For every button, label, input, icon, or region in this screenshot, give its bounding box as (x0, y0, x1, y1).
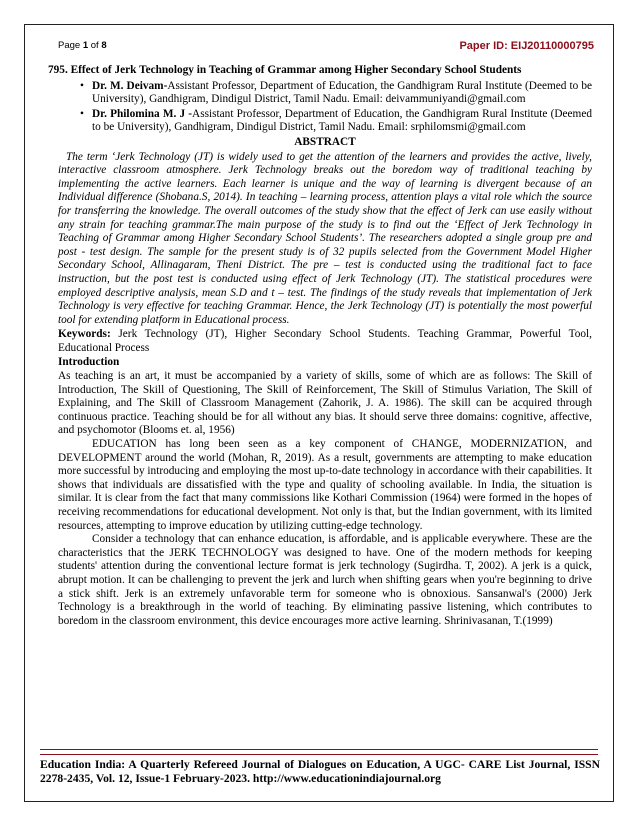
bullet-icon: • (80, 79, 84, 92)
author-details: Assistant Professor, Department of Education, the Gandhigram Rural Institute (Deemed to be University), Gandhigram, Dindigul District, Tamil Nadu. Email: deivammuniyandi@gmail.com (92, 79, 593, 106)
introduction-heading: Introduction (58, 356, 120, 369)
body-paragraph: EDUCATION has long been seen as a key component of CHANGE, MODERNIZATION, and DEVELOPMENT around the world (Mohan, R, 2019). As a result, governments are attempting to make education more successful by introducing and employing the most up-to-date technology in accordance with their capabilities. It shows that individuals are dissatisfied with the type and quality of schooling available. In India, the situation is similar. It is clear from the fact that many commissions like Kothari Commission (1964) were formed in the hopes of receiving recommendations for educational development. Not only is that, but the Indian government, with its limited resources, attempting to improve education by utilizing cutting-edge technology. (58, 438, 592, 532)
article-body (48, 64, 593, 628)
author-name: Dr. Philomina M. J - (92, 107, 193, 120)
body-paragraph: As teaching is an art, it must be accompanied by a variety of skills, some of which are as follows: The Skill of Introduction, The Skill of Questioning, The Skill of Reinforcement, The Skill of Stimulus Variation, The Skill of Explaining, and The Skill of Classroom Management (Zahorik, J. A. 1986). The skill can be acquired through continuous practice. Teaching should be for all without any bias. It should serve three domains: cognitive, affective, and psychomotor (Blooms et. al, 1956) (58, 370, 592, 437)
author-name: Dr. M. Deivam- (92, 79, 168, 92)
author-details: Assistant Professor, Department of Education, the Gandhigram Rural Institute (Deemed to be University), Gandhigram, Dindigul District, Tamil Nadu. Email: srphilomsmi@gmail.com (92, 107, 592, 134)
author-item (80, 79, 593, 107)
journal-footer: Education India: A Quarterly Refereed Journal of Dialogues on Education, A UGC- CARE List Journal, ISSN 2278-2435, Vol. 12, Issue-1 February-2023. http://www.educationindiajournal.org (40, 758, 600, 785)
body-paragraph: Consider a technology that can enhance education, is affordable, and is applicable everywhere. These are the characteristics that the JERK TECHNOLOGY was designed to have. One of the modern methods for keeping students' attention during the conventional lecture format is jerk technology (Sugirdha. T, 2002). A jerk is a quick, abrupt motion. It can be challenging to prevent the jerk and lurch when shifting gears when you're beginning to drive a stick shift. Jerk is an extremely unfavorable term for someone who is obnoxious. Sansanwal's (2000) Jerk Technology is a breakthrough in the world of teaching. By eliminating passive listening, which contributes to boredom in the classroom environment, this device encourages more active learning. Shrinivasanan, T.(1999) (58, 533, 592, 627)
author-list (58, 80, 592, 135)
keywords (58, 328, 592, 355)
abstract-text: The term ‘Jerk Technology (JT) is widely used to get the attention of the learners and provides the active, lively, interactive classroom atmosphere. Jerk Technology breaks out the boredom way of traditional teaching by implementing the active learners. Each learner is unique and the way of learning is divergent because of an Individual difference (Shobana.S, 2014). In teaching – learning process, attention plays a vital role which the source for transferring the knowledge. The overall outcomes of the study show that the effect of Jerk can use easily without any strain for teaching grammar.The main purpose of the study is to find out the ‘Effect of Jerk Technology in Teaching of Grammar among Higher Secondary School Students’. The researchers adopted a single group pre and post - test design. The sample for the present study is of 32 pupils selected from the Government Model Higher Secondary School, Allinagaram, Theni District. The pre – test is conducted using the traditional fact to face instruction, but the post test is conducted using effect of Jerk Technology (JT). The statistical procedures were employed descriptive analysis, mean S.D and t – test. The findings of the study reveals that implementation of Jerk Technology is very effective for teaching Grammar. Hence, the Jerk Technology (JT) is potentially the most powerful tool for extending platform in Educational process. (58, 150, 592, 326)
abstract-heading: ABSTRACT (294, 135, 356, 148)
paper-id: Paper ID: EIJ20110000795 (459, 40, 594, 52)
author-item (80, 107, 592, 135)
page-header (58, 40, 594, 54)
keywords-list: Jerk Technology (JT), Higher Secondary School Students. Teaching Grammar, Powerful Tool, Educational Process (58, 328, 592, 354)
article-title: 795. Effect of Jerk Technology in Teaching of Grammar among Higher Secondary School Students (48, 64, 522, 76)
bullet-icon: • (80, 107, 84, 120)
footer-divider (40, 749, 598, 755)
keywords-label: Keywords: (58, 328, 111, 341)
page-number: Page 1 of 8 (58, 40, 107, 51)
